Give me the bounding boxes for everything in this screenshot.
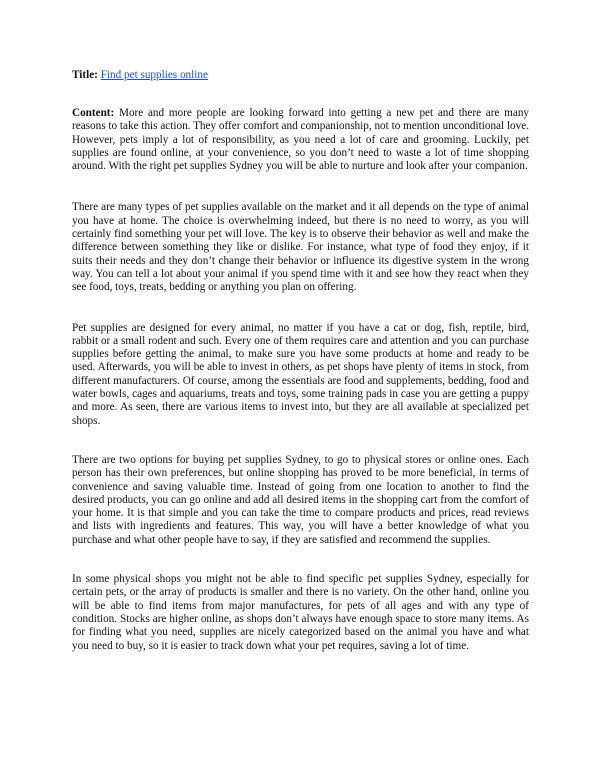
content-paragraph-4: There are two options for buying pet supplies Sydney, to go to physical stores or online ones. Each person has their own preferences, but online shopping has proved to be more beneficial, in terms of convenience and saving valuable time. Instead of going from one location to another to find the desired products, you can go online and add all desired items in the shopping cart from the comfort of your home. It is that simple and you can take the time to compare products and prices, read reviews and lists with ingredients and features. This way, you will have a better knowledge of what you purchase and what other people have to say, if they are satisfied and recommend the supplies.	[72, 453, 529, 546]
document-page	[72, 68, 529, 653]
title-line	[72, 68, 529, 82]
title-label: Title:	[72, 69, 98, 81]
content-label: Content:	[72, 107, 115, 119]
content-paragraph-5: In some physical shops you might not be able to find specific pet supplies Sydney, especially for certain pets, or the array of products is smaller and there is no variety. On the other hand, online you will be able to find items from major manufactures, for pets of all ages and with any type of condition. Stocks are higher online, as shops don’t always have enough space to store many items. As for finding what you need, supplies are nicely categorized based on the animal you have and what you need to buy, so it is easier to track down what your pet requires, saving a lot of time.	[72, 573, 529, 652]
content-paragraph-1	[72, 107, 529, 173]
title-link[interactable]: Find pet supplies online	[100, 69, 208, 81]
content-paragraph-2: There are many types of pet supplies available on the market and it all depends on the type of animal you have at home. The choice is overwhelming indeed, but there is no need to worry, as you will certainly find something your pet will love. The key is to observe their behavior as well and make the difference between something they like or dislike. For instance, what type of food they enjoy, if it suits their needs and they don’t change their behavior or influence its digestive system in the wrong way. You can tell a lot about your animal if you spend time with it and see how they react when they see food, toys, treats, bedding or anything you plan on offering.	[72, 201, 529, 294]
paragraph-1-text: More and more people are looking forward into getting a new pet and there are many reasons to take this action. They offer comfort and companionship, not to mention unconditional love. However, pets imply a lot of responsibility, as you need a lot of care and grooming. Luckily, pet supplies are found online, at your convenience, so you don’t need to waste a lot of time shopping around. With the right pet supplies Sydney you will be able to nurture and look after your companion.	[72, 107, 530, 173]
content-paragraph-3: Pet supplies are designed for every animal, no matter if you have a cat or dog, fish, reptile, bird, rabbit or a small rodent and such. Every one of them requires care and attention and you can purchase supplies before getting the animal, to make sure you have some products at home and ready to be used. Afterwards, you will be able to invest in others, as pet shops have plenty of items in stock, from different manufacturers. Of course, among the essentials are food and supplements, bedding, food and water bowls, cages and aquariums, treats and toys, some training pads in case you are getting a puppy and more. As seen, there are various items to invest into, but they are all available at specialized pet shops.	[72, 321, 529, 427]
